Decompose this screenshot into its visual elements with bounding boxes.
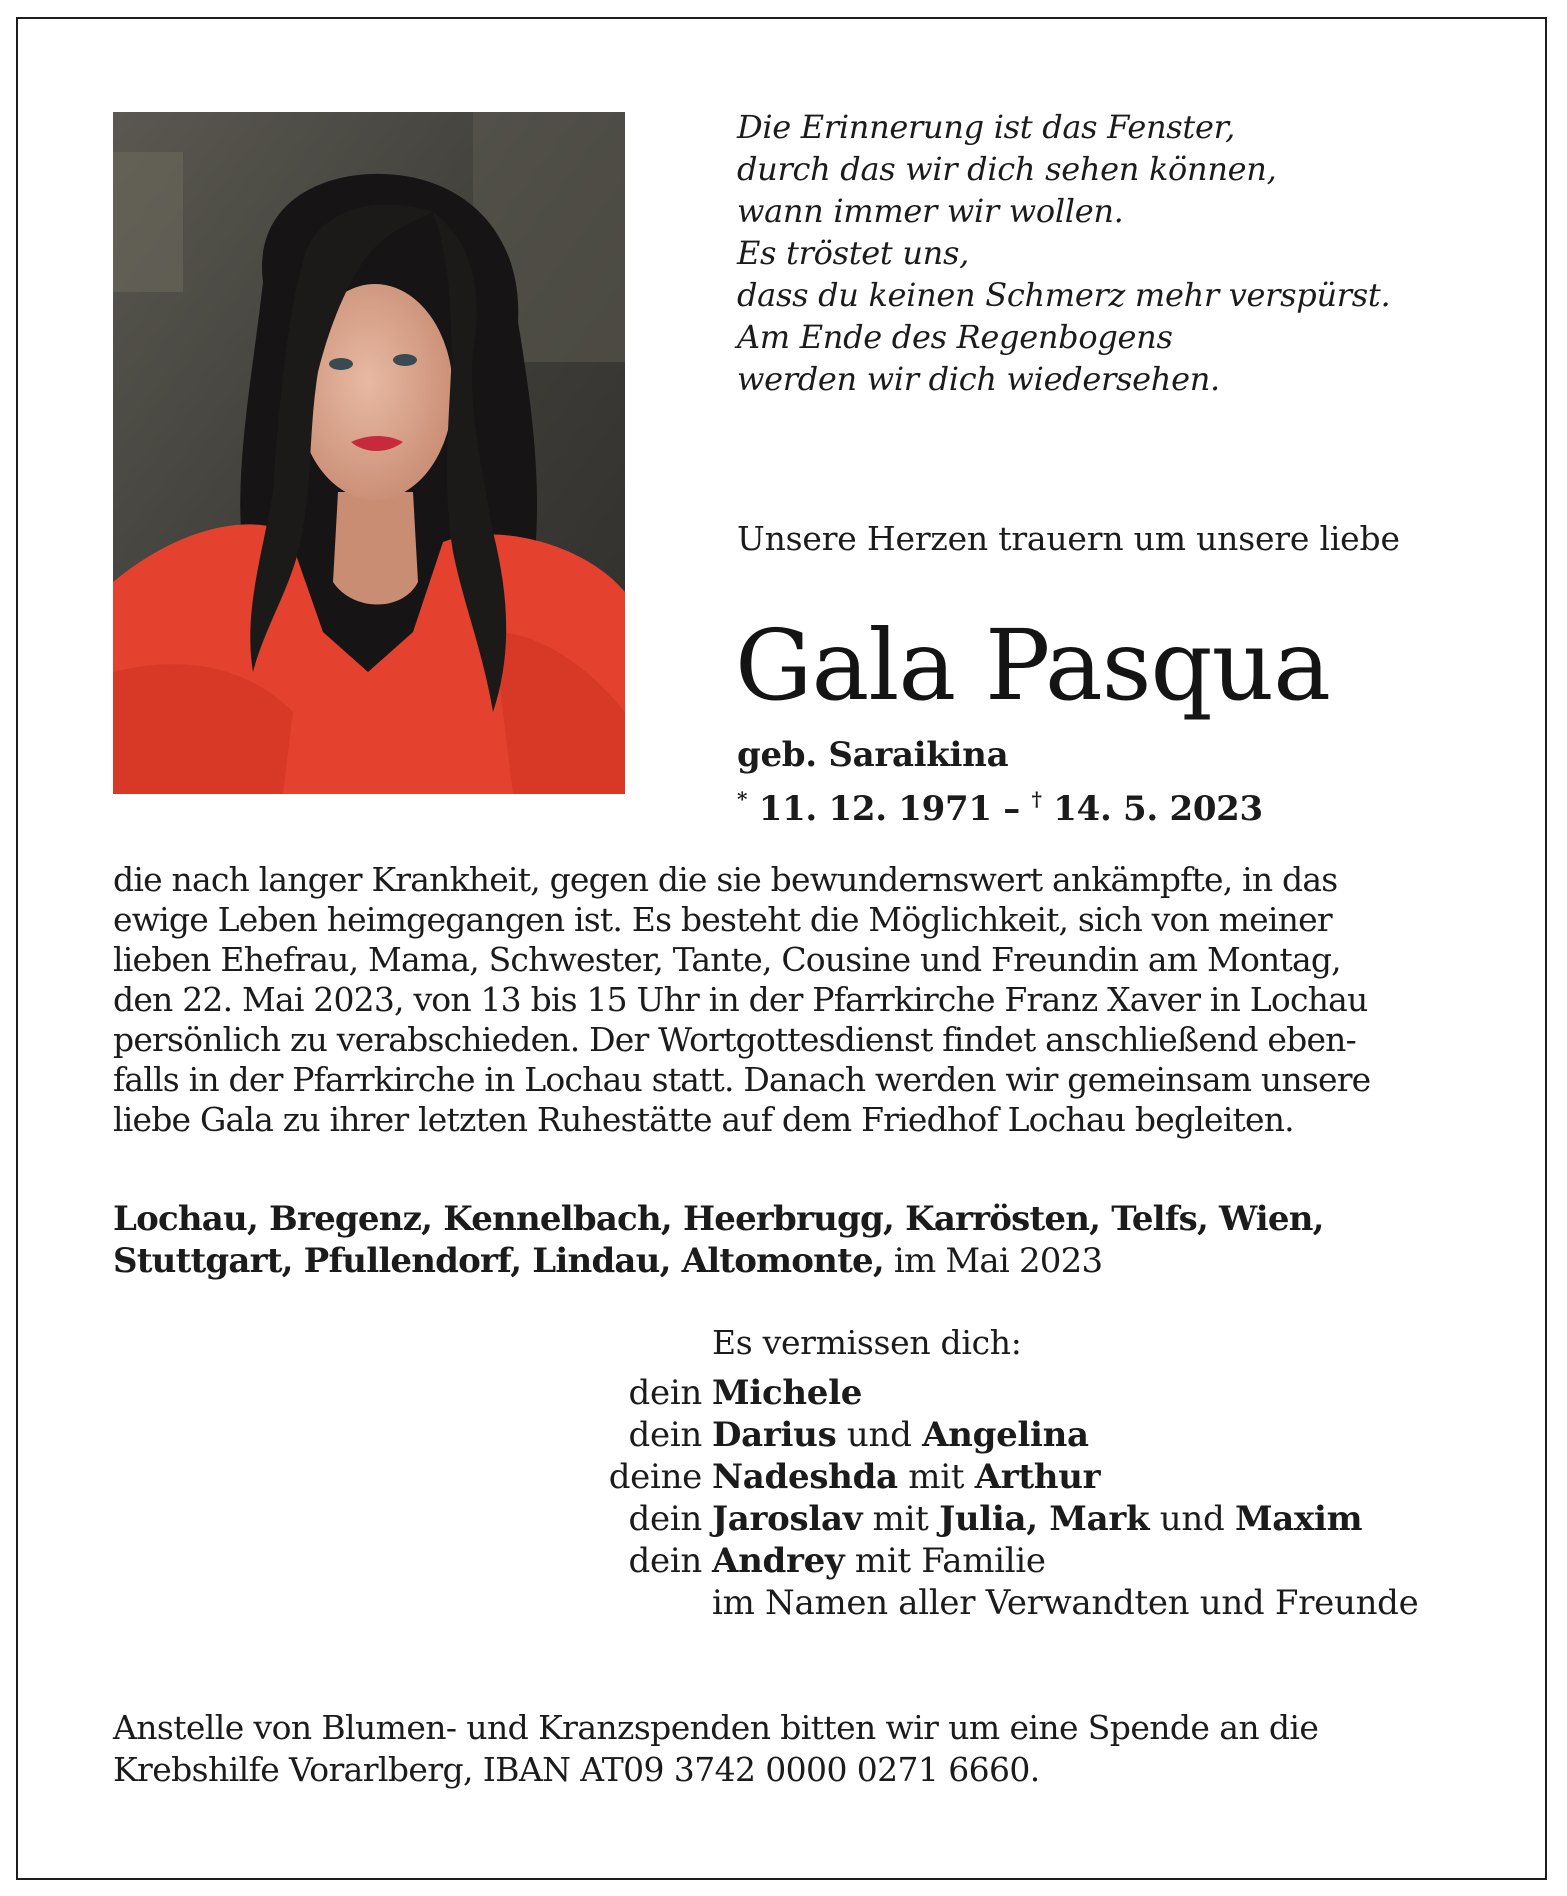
intro-text: Unsere Herzen trauern um unsere liebe [737,519,1400,558]
mourners-list [560,1372,1418,1624]
poem-line: werden wir dich wiedersehen. [737,360,1220,398]
death-date: 14. 5. 2023 [1053,789,1263,829]
mourner-name: Jaroslav [712,1499,863,1539]
donation-line: Krebshilfe Vorarlberg, IBAN AT09 3742 0000 0271 6660. [113,1750,1040,1789]
mourner-name: Angelina [922,1415,1089,1455]
mourner-row [560,1540,1418,1582]
mourner-names [712,1582,1418,1624]
mourner-connector: und [836,1415,923,1455]
donation-note [113,1707,1318,1791]
birth-date: 11. 12. 1971 [758,789,992,829]
body-line: lieben Ehefrau, Mama, Schwester, Tante, Cousine und Freundin am Montag, [113,940,1341,979]
birth-symbol: * [737,787,748,811]
mourner-connector: mit Familie [844,1541,1046,1581]
poem-line: Die Erinnerung ist das Fenster, [737,108,1235,146]
body-line: falls in der Pfarrkirche in Lochau statt. Danach werden wir gemeinsam unsere [113,1060,1371,1099]
mourner-names [712,1456,1100,1498]
mourner-names [712,1540,1046,1582]
announcement-text [113,860,1438,1140]
mourner-connector: mit [862,1499,940,1539]
death-symbol: † [1031,787,1042,811]
mourner-row [560,1372,1418,1414]
date-separator: – [1003,789,1020,829]
mourner-connector: im Namen aller Verwandten und Freunde [712,1583,1419,1623]
body-line: die nach langer Krankheit, gegen die sie bewundernswert ankämpfte, in das [113,860,1338,899]
mourner-name: Michele [712,1373,863,1413]
places-line: Lochau, Bregenz, Kennelbach, Heerbrugg, Karrösten, Telfs, Wien, [113,1199,1324,1239]
mourner-names [712,1414,1089,1456]
mourner-row [560,1414,1418,1456]
places-and-date [113,1198,1324,1282]
mourner-name: Darius [712,1415,837,1455]
mourners-heading: Es vermissen dich: [712,1323,1022,1362]
birth-name: geb. Saraikina [737,735,1009,775]
mourner-connector: mit [897,1457,975,1497]
mourner-name: Arthur [974,1457,1101,1497]
mourner-relation [560,1582,712,1624]
poem-line: wann immer wir wollen. [737,192,1124,230]
poem-line: durch das wir dich sehen können, [737,150,1277,188]
mourner-name: Nadeshda [712,1457,898,1497]
mourner-row [560,1582,1418,1624]
mourner-connector: und [1149,1499,1235,1539]
mourner-name: Andrey [712,1541,845,1581]
body-line: den 22. Mai 2023, von 13 bis 15 Uhr in der Pfarrkirche Franz Xaver in Lochau [113,980,1368,1019]
life-dates [737,778,1263,830]
mourner-relation: deine [608,1457,702,1497]
poem-line: Es tröstet uns, [737,234,969,272]
poem-line: dass du keinen Schmerz mehr verspürst. [737,276,1391,314]
mourner-relation: dein [628,1541,702,1581]
body-line: persönlich zu verabschieden. Der Wortgottesdienst findet anschließend eben- [113,1020,1356,1059]
mourner-relation: dein [628,1415,702,1455]
mourner-name: Maxim [1234,1499,1363,1539]
body-line: liebe Gala zu ihrer letzten Ruhestätte auf dem Friedhof Lochau begleiten. [113,1100,1294,1139]
mourner-relation: dein [628,1499,702,1539]
mourner-row [560,1456,1418,1498]
portrait-photo [113,112,625,794]
mourner-name: Julia, Mark [939,1499,1150,1539]
deceased-name: Gala Pasqua [735,609,1330,722]
mourner-relation: dein [628,1373,702,1413]
poem-line: Am Ende des Regenbogens [737,318,1173,356]
memorial-poem [737,106,1390,400]
month-year: im Mai 2023 [883,1241,1103,1281]
mourner-names [712,1498,1362,1540]
places-line: Stuttgart, Pfullendorf, Lindau, Altomonte, [113,1241,884,1281]
mourner-names [712,1372,862,1414]
body-line: ewige Leben heimgegangen ist. Es besteht die Möglichkeit, sich von meiner [113,900,1332,939]
donation-line: Anstelle von Blumen- und Kranzspenden bitten wir um eine Spende an die [113,1708,1319,1747]
mourner-row [560,1498,1418,1540]
